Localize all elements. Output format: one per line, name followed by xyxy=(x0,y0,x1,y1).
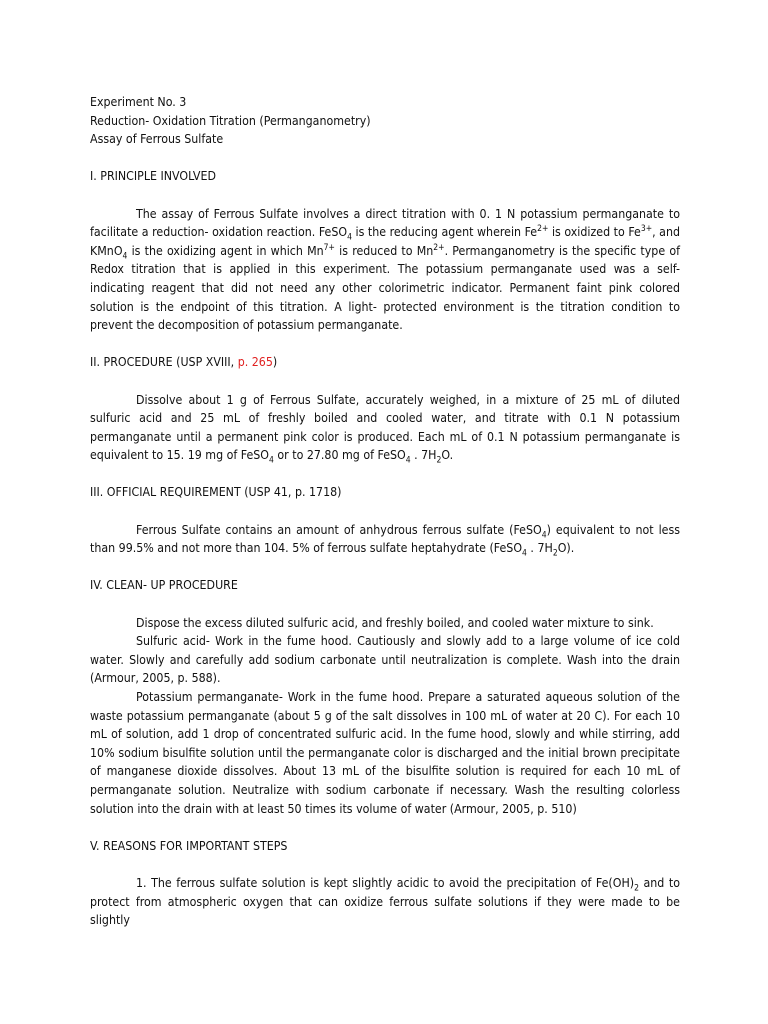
section-5-heading: V. REASONS FOR IMPORTANT STEPS xyxy=(90,838,288,853)
section-4-paragraph-3: Potassium permanganate- Work in the fume hood. Prepare a saturated aqueous solution of the waste potassium permanganate (about 5 g of the salt dissolves in 100 mL of water at 20 C). For each 10 mL of solution, add 1 drop of concentrated sulfuric acid. In the fume hood, slowly and while stirring, add 10% sodium bisulfite solution until the permanganate color is discharged and the initial brown precipitate of manganese dioxide dissolves. About 13 mL of the bisulfite solution is required for each 10 mL of permanganate solution. Neutralize with sodium carbonate if necessary. Wash the resulting colorless solution into the drain with at least 50 times its volume of water (Armour, 2005, p. 510) xyxy=(90,690,680,816)
section-1-paragraph: The assay of Ferrous Sulfate involves a direct titration with 0. 1 N potassium permanganate to facilitate a reduction- oxidation reaction. FeSO$_4$ is the reducing agent wherein $Fe^{2+}$ is oxidized to $Fe^{3+}$, and KMnO$_4$ is the oxidizing agent in which $Mn^{7+}$ is reduced to $Mn^{2+}$. Permanganometry is the specific type of Redox titration that is applied in this experiment. The potassium permanganate used was a self- indicating reagent that did not need any other colorimetric indicator. Permanent faint pink colored solution is the endpoint of this titration. A light- protected environment is the titration condition to prevent the decomposition of potassium permanganate. xyxy=(90,206,680,333)
section-4-heading: IV. CLEAN- UP PROCEDURE xyxy=(90,578,238,593)
section-3-heading: III. OFFICIAL REQUIREMENT (USP 41, p. 1718) xyxy=(90,485,342,500)
section-2-heading: II. PROCEDURE (USP XVIII, p. 265) xyxy=(90,355,278,370)
section-1-heading: I. PRINCIPLE INVOLVED xyxy=(90,169,216,184)
experiment-title: Reduction- Oxidation Titration (Permanganometry) xyxy=(90,113,371,128)
section-4-paragraph-2: Sulfuric acid- Work in the fume hood. Cautiously and slowly add to a large volume of ice cold water. Slowly and carefully add sodium carbonate until neutralization is complete. Wash into the drain (Armour, 2005, p. 588). xyxy=(90,634,680,686)
usp-page-link[interactable]: p. 265 xyxy=(237,355,273,370)
section-3-paragraph: Ferrous Sulfate contains an amount of anhydrous ferrous sulfate (FeSO$_4$) equivalent to not less than 99.5% and not more than 104. 5% of ferrous sulfate heptahydrate (FeSO$_4$ . $7H_2O$). xyxy=(90,522,680,559)
section-4-paragraph-1: Dispose the excess diluted sulfuric acid, and freshly boiled, and cooled water mixture to sink. xyxy=(136,615,654,630)
section-5-paragraph: 1. The ferrous sulfate solution is kept slightly acidic to avoid the precipitation of $Fe(OH)_2$ and to protect from atmospheric oxygen that can oxidize ferrous sulfate solutions if they were made to be slightly xyxy=(90,875,680,928)
experiment-subtitle: Assay of Ferrous Sulfate xyxy=(90,132,224,147)
section-2-paragraph: Dissolve about 1 g of Ferrous Sulfate, accurately weighed, in a mixture of 25 mL of diluted sulfuric acid and 25 mL of freshly boiled and cooled water, and titrate with 0.1 N potassium permanganate until a permanent pink color is produced. Each mL of 0.1 N potassium permanganate is equivalent to 15. 19 mg of FeSO$_4$ or to 27.80 mg of FeSO$_4$ . $7H_2O$. xyxy=(90,392,680,466)
experiment-number: Experiment No. 3 xyxy=(90,95,187,109)
